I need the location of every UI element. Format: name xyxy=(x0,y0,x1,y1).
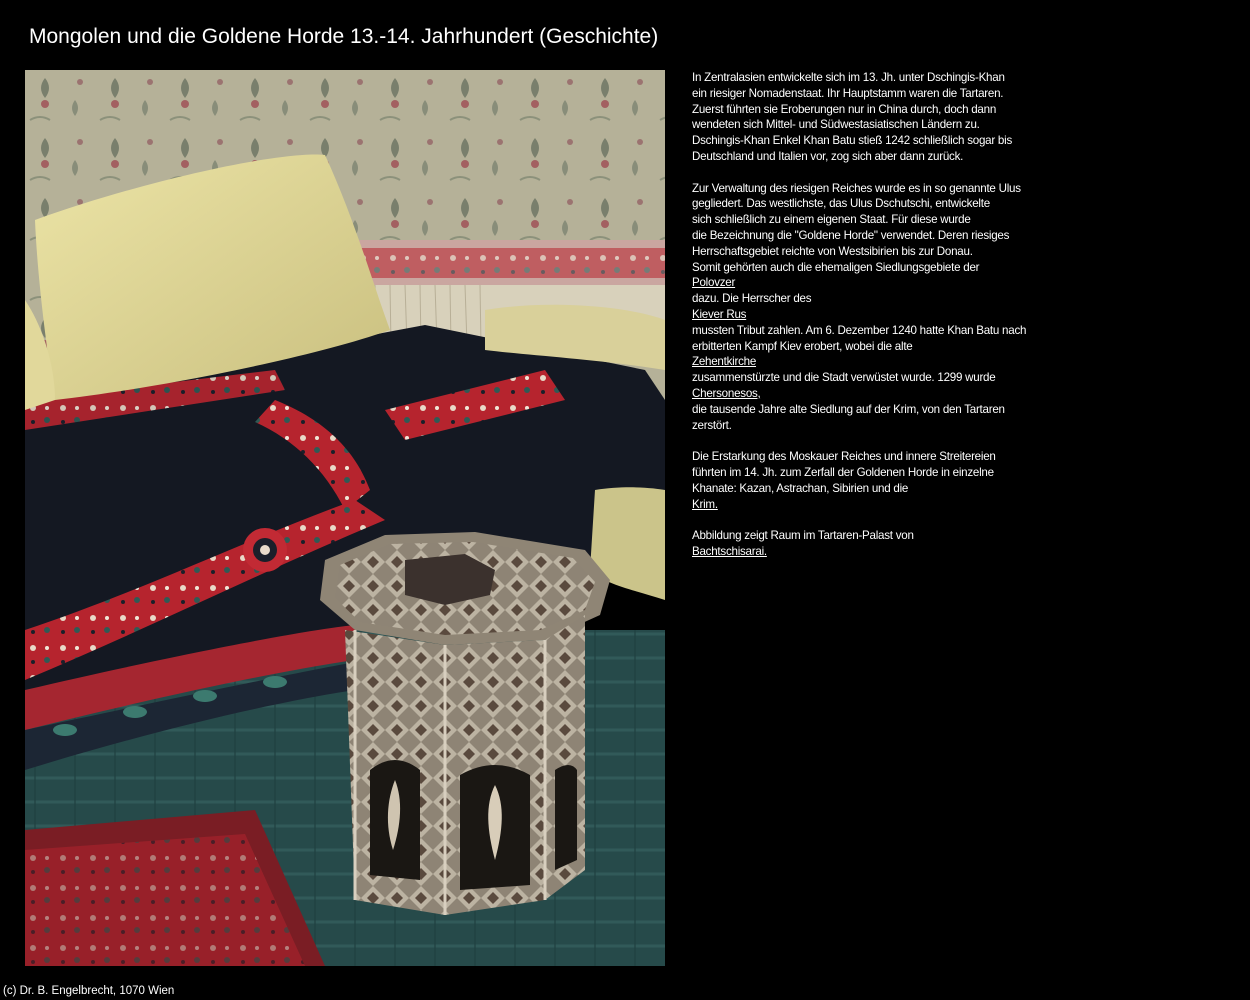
text-line: die tausende Jahre alte Siedlung auf der Krim, von den Tartaren xyxy=(692,402,1005,416)
text-line: Herrschaftsgebiet reichte von Westsibirien bis zur Donau. xyxy=(692,244,973,258)
link-polovzer[interactable]: Polovzer xyxy=(692,276,736,290)
text-line: Dschingis-Khan Enkel Khan Batu stieß 1242 schließlich sogar bis xyxy=(692,134,1012,148)
text-line: Somit gehörten auch die ehemaligen Siedlungsgebiete der xyxy=(692,260,980,274)
copyright-footer: (c) Dr. B. Engelbrecht, 1070 Wien xyxy=(3,985,175,997)
text-line: In Zentralasien entwickelte sich im 13. Jh. unter Dschingis-Khan xyxy=(692,71,1005,84)
text-line: sich schließlich zu einem eigenen Staat. Für diese wurde xyxy=(692,213,971,227)
paragraph-gap xyxy=(692,433,1112,449)
text-line: Deutschland und Italien vor, zog sich aber dann zurück. xyxy=(692,149,964,163)
text-line: mussten Tribut zahlen. Am 6. Dezember 1240 hatte Khan Batu nach xyxy=(692,323,1027,337)
page-title: Mongolen und die Goldene Horde 13.-14. Jahrhundert (Geschichte) xyxy=(29,25,659,48)
text-line: dazu. Die Herrscher des xyxy=(692,292,812,306)
text-line: zerstört. xyxy=(692,418,732,432)
link-krim[interactable]: Krim. xyxy=(692,497,718,511)
text-line: gegliedert. Das westlichste, das Ulus Dschutschi, entwickelte xyxy=(692,197,990,211)
link-bachtschisarai[interactable]: Bachtschisarai. xyxy=(692,544,767,558)
room-photo xyxy=(25,70,665,966)
text-line: Khanate: Kazan, Astrachan, Sibirien und die xyxy=(692,481,909,495)
paragraph-gap xyxy=(692,165,1112,181)
text-line: führten im 14. Jh. zum Zerfall der Goldenen Horde in einzelne xyxy=(692,465,994,479)
link-chersonesos[interactable]: Chersonesos, xyxy=(692,386,761,400)
text-line: zusammenstürzte und die Stadt verwüstet wurde. 1299 wurde xyxy=(692,371,996,385)
link-zehentkirche[interactable]: Zehentkirche xyxy=(692,355,757,369)
text-line: ein riesiger Nomadenstaat. Ihr Hauptstamm waren die Tartaren. xyxy=(692,86,1004,100)
text-line: Zur Verwaltung des riesigen Reiches wurde es in so genannte Ulus xyxy=(692,181,1021,195)
text-line: erbitterten Kampf Kiev erobert, wobei die alte xyxy=(692,339,913,353)
text-line: Zuerst führten sie Eroberungen nur in China durch, doch dann xyxy=(692,102,997,116)
article-text xyxy=(692,70,1112,560)
text-line: Abbildung zeigt Raum im Tartaren-Palast von xyxy=(692,529,914,543)
paragraph-gap xyxy=(692,512,1112,528)
text-line: die Bezeichnung die "Goldene Horde" verwendet. Deren riesiges xyxy=(692,228,1010,242)
link-kiever-rus[interactable]: Kiever Rus xyxy=(692,307,747,321)
text-line: Die Erstarkung des Moskauer Reiches und innere Streitereien xyxy=(692,450,996,464)
text-line: wendeten sich Mittel- und Südwestasiatischen Ländern zu. xyxy=(692,118,980,132)
